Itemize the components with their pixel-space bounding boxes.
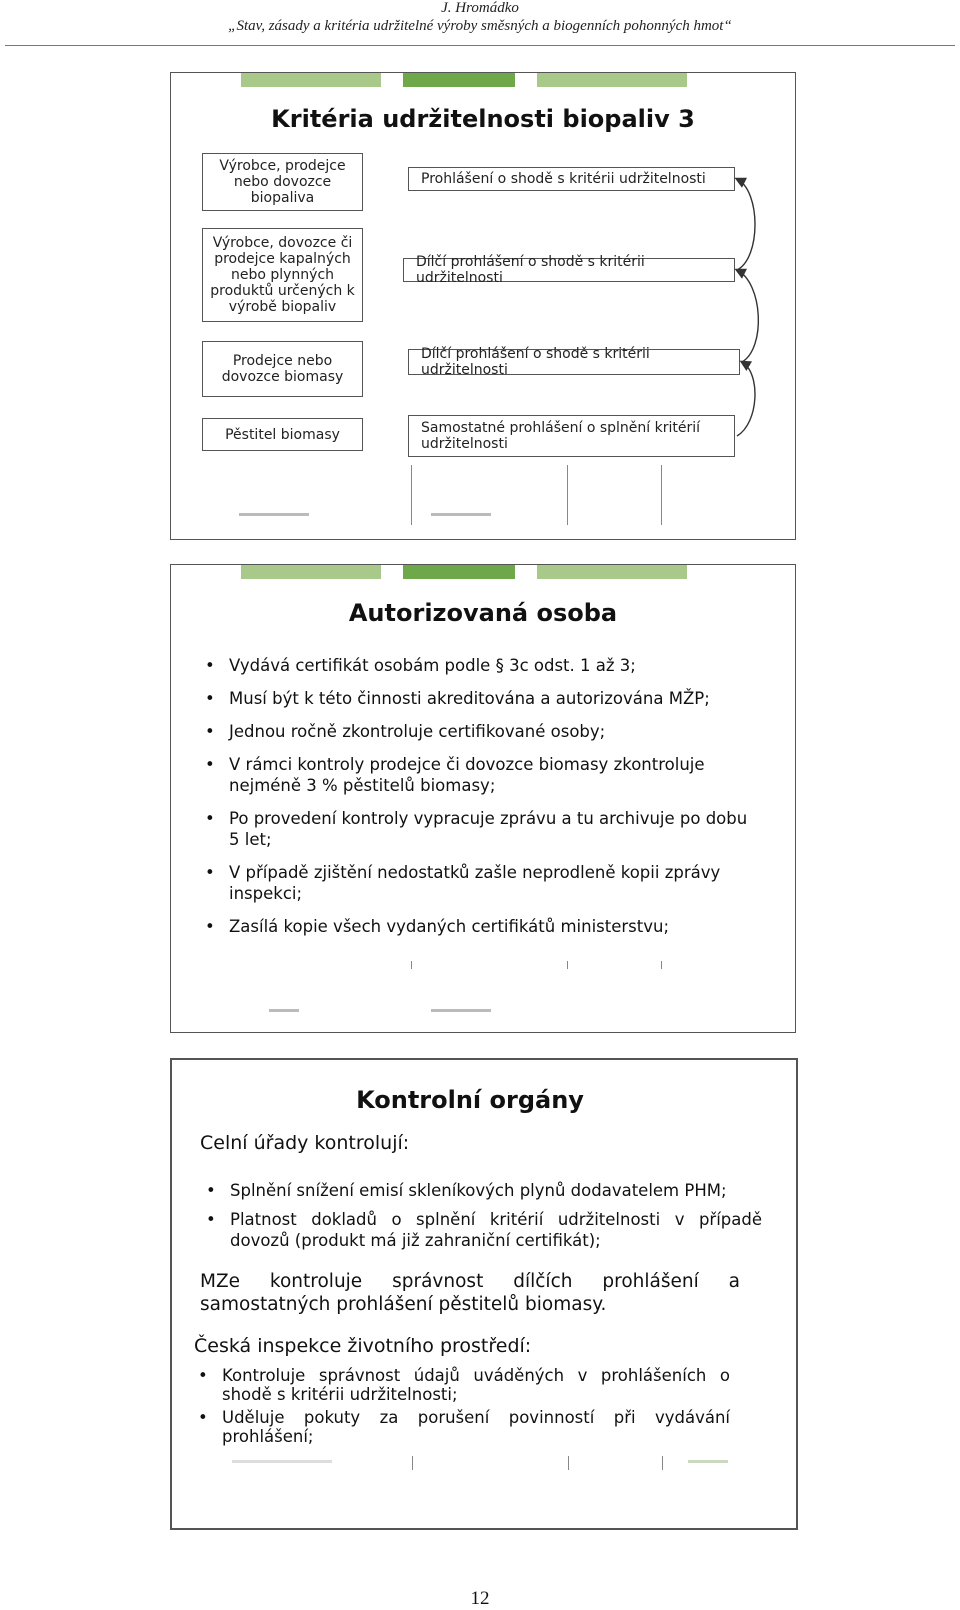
arrow-partial1-to-conformity bbox=[737, 179, 755, 270]
slide-title: Kontrolní orgány bbox=[356, 1086, 584, 1114]
cizp-heading: Česká inspekce životního prostředí: bbox=[194, 1335, 532, 1357]
actor-box-intermediate-producer: Výrobce, dovozce či prodejce kapalných nebo plynných produktů určených k výrobě biopaliv bbox=[202, 228, 363, 322]
mze-paragraph: MZe kontroluje správnost dílčích prohlášení a samostatných prohlášení pěstitelů biomasy. bbox=[200, 1271, 740, 1315]
authorized-person-duties bbox=[201, 655, 761, 937]
declaration-box-partial-1: Dílčí prohlášení o shodě s kritérii udržitelnosti bbox=[403, 258, 735, 282]
slide-control-bodies bbox=[170, 1058, 798, 1530]
header-author: J. Hromádko bbox=[441, 0, 519, 16]
bullet-item: • Musí být k této činnosti akreditována a autorizována MŽP; bbox=[201, 688, 761, 709]
declaration-box-standalone: Samostatné prohlášení o splnění kritérií udržitelnosti bbox=[408, 415, 735, 457]
slide-authorized-person bbox=[170, 564, 796, 1033]
bullet-item: • Platnost dokladů o splnění kritérií udržitelnosti v případě dovozů (produkt má již zahraniční certifikát); bbox=[202, 1209, 762, 1251]
customs-heading: Celní úřady kontrolují: bbox=[200, 1132, 410, 1154]
bullet-item: • Splnění snížení emisí skleníkových plynů dodavatelem PHM; bbox=[202, 1180, 762, 1201]
bullet-item: • Zasílá kopie všech vydaných certifikátů ministerstvu; bbox=[201, 916, 761, 937]
arrow-partial2-to-partial1 bbox=[737, 270, 758, 362]
slide-top-bars bbox=[171, 565, 795, 579]
declaration-box-partial-2: Dílčí prohlášení o shodě s kritérii udržitelnosti bbox=[408, 349, 740, 375]
bullet-item: • V rámci kontroly prodejce či dovozce biomasy zkontroluje nejméně 3 % pěstitelů biomasy; bbox=[201, 754, 761, 796]
declaration-box-conformity: Prohlášení o shodě s kritérii udržitelnosti bbox=[408, 167, 735, 191]
page-number: 12 bbox=[470, 1588, 490, 1609]
slide-title: Autorizovaná osoba bbox=[348, 599, 618, 627]
slide-title: Kritéria udržitelnosti biopaliv 3 bbox=[271, 105, 695, 133]
actor-box-biofuel-producer: Výrobce, prodejce nebo dovozce biopaliva bbox=[202, 153, 363, 211]
bullet-item: • V případě zjištění nedostatků zašle neprodleně kopii zprávy inspekci; bbox=[201, 862, 761, 904]
bullet-item: • Kontroluje správnost údajů uváděných v prohlášeních o shodě s kritérii udržitelnosti; bbox=[194, 1366, 730, 1404]
bullet-item: • Uděluje pokuty za porušení povinností při vydávání prohlášení; bbox=[194, 1408, 730, 1446]
bullet-item: • Vydává certifikát osobám podle § 3c odst. 1 až 3; bbox=[201, 655, 761, 676]
actor-box-biomass-grower: Pěstitel biomasy bbox=[202, 418, 363, 451]
flow-arrows bbox=[171, 73, 795, 539]
bullet-item: • Po provedení kontroly vypracuje zprávu a tu archivuje po dobu 5 let; bbox=[201, 808, 761, 850]
cizp-duties-list bbox=[194, 1366, 730, 1446]
bullet-item: • Jednou ročně zkontroluje certifikované osoby; bbox=[201, 721, 761, 742]
arrow-standalone-to-partial2 bbox=[737, 362, 755, 436]
header-rule bbox=[5, 45, 955, 46]
slide-sustainability-criteria bbox=[170, 72, 796, 540]
header-title: „Stav, zásady a kritéria udržitelné výroby směsných a biogenních pohonných hmot“ bbox=[228, 18, 732, 34]
actor-box-biomass-seller: Prodejce nebo dovozce biomasy bbox=[202, 341, 363, 397]
customs-checks-list bbox=[202, 1180, 762, 1251]
